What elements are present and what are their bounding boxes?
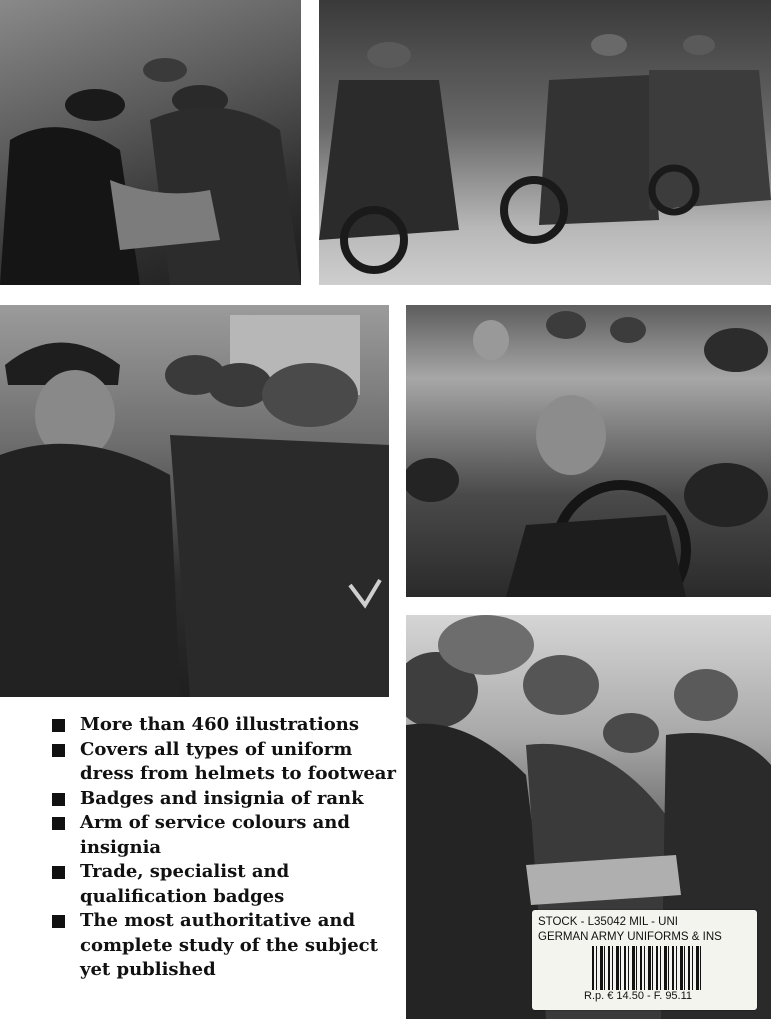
square-bullet-icon [52, 793, 65, 806]
photo-vehicle-crowd [406, 305, 771, 597]
square-bullet-icon [52, 719, 65, 732]
barcode-icon [592, 946, 704, 990]
feature-item: The most authoritative and complete study of the subject yet published [52, 909, 397, 983]
square-bullet-icon [52, 866, 65, 879]
feature-item: Arm of service colours and insignia [52, 811, 397, 860]
sticker-price: R.p. € 14.50 - F. 95.11 [584, 990, 693, 1002]
sticker-stock-code: STOCK - L35042 MIL - UNI [538, 916, 678, 928]
square-bullet-icon [52, 744, 65, 757]
feature-item: Covers all types of uniform dress from helmets to footwear [52, 738, 397, 787]
price-sticker [532, 910, 757, 1010]
feature-list [52, 713, 397, 983]
feature-item: More than 460 illustrations [52, 713, 397, 738]
photo-officer-inspection [0, 305, 389, 697]
square-bullet-icon [52, 915, 65, 928]
feature-item: Badges and insignia of rank [52, 787, 397, 812]
photo-soldiers-camouflage [0, 0, 301, 285]
square-bullet-icon [52, 817, 65, 830]
feature-item: Trade, specialist and qualification badges [52, 860, 397, 909]
sticker-title: GERMAN ARMY UNIFORMS & INS [538, 931, 722, 943]
photo-motorcycle-column [319, 0, 771, 285]
